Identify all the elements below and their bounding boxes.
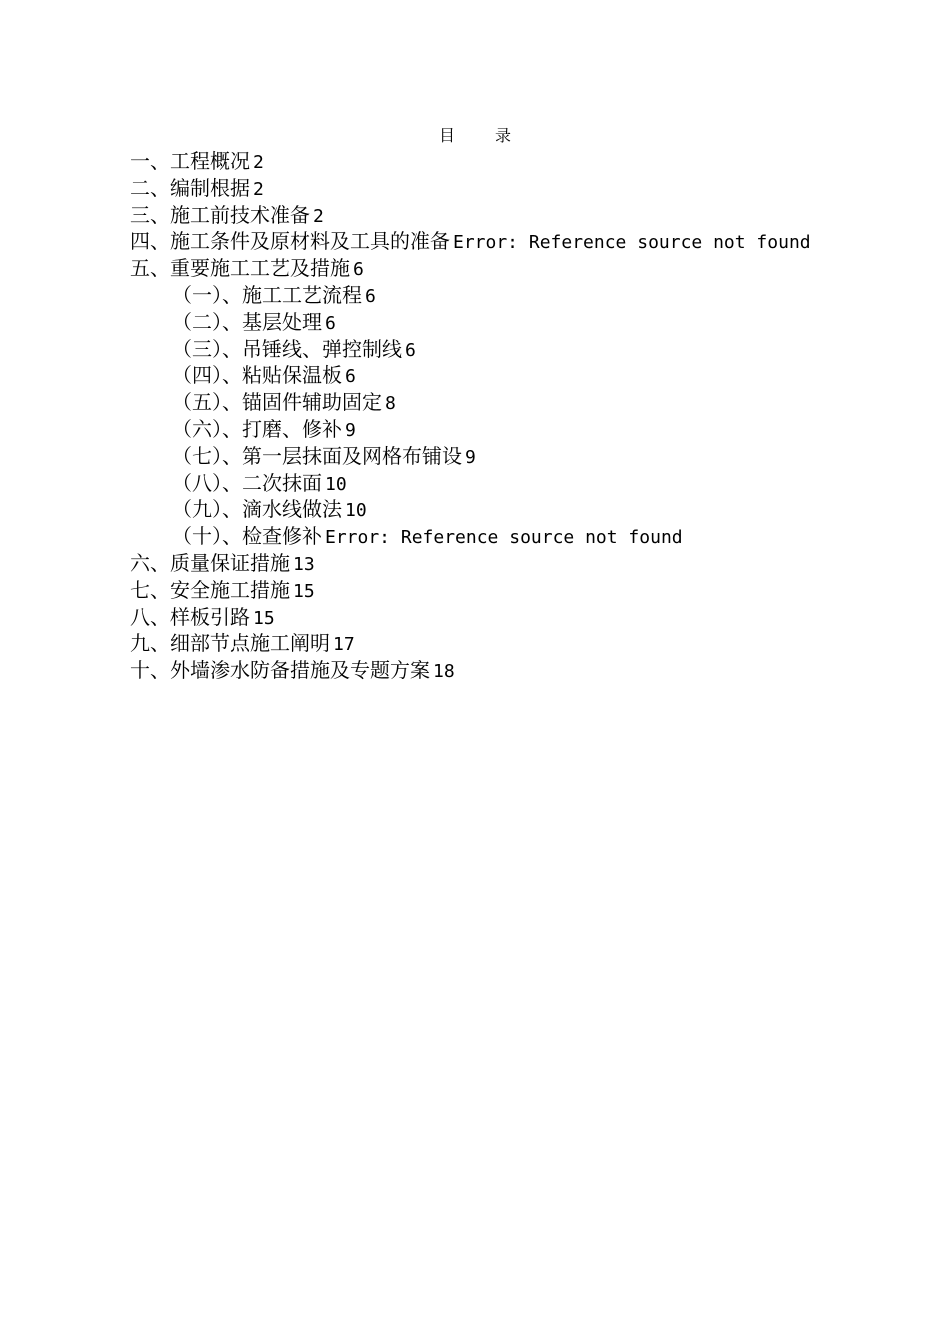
toc-entry-page: 9: [345, 419, 356, 441]
toc-subentry[interactable]: [130, 390, 830, 417]
toc-entry-page: 9: [465, 446, 476, 468]
toc-entry[interactable]: [130, 229, 820, 256]
toc-entry[interactable]: [130, 176, 830, 203]
toc-entry-page: 6: [325, 312, 336, 334]
toc-entry-label: （九）、滴水线做法: [172, 497, 342, 522]
toc-entry-page: Error: Reference source not found: [453, 232, 811, 254]
toc-entry-label: 六、质量保证措施: [130, 550, 290, 575]
toc-entry-label: 十、外墙渗水防备措施及专题方案: [130, 658, 430, 683]
toc-entry-page: 8: [385, 393, 396, 415]
toc-entry-label: （八）、二次抹面: [172, 470, 322, 495]
toc-entry-label: 五、重要施工工艺及措施: [130, 256, 350, 281]
toc-entry-page: 6: [345, 366, 356, 388]
toc-entry-page: 10: [325, 473, 347, 495]
toc-entry-label: 七、安全施工措施: [130, 577, 290, 602]
toc-entry-page: 17: [333, 634, 355, 656]
toc-entry-label: 二、编制根据: [130, 175, 250, 200]
toc-subentry[interactable]: [130, 310, 830, 337]
toc-entry-page: 18: [433, 661, 455, 683]
toc-entry-label: （七）、第一层抹面及网格布铺设: [172, 443, 462, 468]
toc-title-right: 录: [495, 126, 512, 145]
toc-entry-page: 6: [353, 259, 364, 281]
toc-entry-page: 10: [345, 500, 367, 522]
toc-entry-page: 2: [253, 152, 264, 173]
toc-entry[interactable]: [130, 631, 830, 658]
toc-entry-label: （六）、打磨、修补: [172, 416, 342, 441]
toc-entry-page: 15: [293, 580, 315, 602]
toc-entry-label: 九、细部节点施工阐明: [130, 631, 330, 656]
toc-entry-label: （二）、基层处理: [172, 309, 322, 334]
table-of-contents: [130, 149, 830, 685]
toc-entry[interactable]: [130, 256, 830, 283]
toc-entry-label: 一、工程概况: [130, 149, 250, 173]
toc-entry-label: （四）、粘贴保温板: [172, 363, 342, 388]
toc-entry-label: （五）、锚固件辅助固定: [172, 390, 382, 415]
toc-entry[interactable]: [130, 658, 830, 685]
toc-subentry[interactable]: [130, 497, 830, 524]
toc-entry[interactable]: [130, 551, 830, 578]
toc-title-left: 目: [438, 126, 455, 145]
toc-entry-page: Error: Reference source not found: [325, 527, 683, 549]
toc-entry-page: 6: [405, 339, 416, 361]
toc-entry-page: 2: [253, 178, 264, 200]
toc-entry[interactable]: [130, 203, 830, 230]
toc-subentry[interactable]: [130, 471, 830, 498]
toc-entry-label: （三）、吊锤线、弹控制线: [172, 336, 402, 361]
toc-entry-page: 15: [253, 607, 275, 629]
toc-entry-label: 三、施工前技术准备: [130, 202, 310, 227]
toc-subentry[interactable]: [130, 444, 830, 471]
toc-entry-page: 2: [313, 205, 324, 227]
toc-subentry[interactable]: [130, 524, 830, 551]
toc-subentry[interactable]: [130, 283, 830, 310]
toc-subentry[interactable]: [130, 337, 830, 364]
toc-entry-label: 四、施工条件及原材料及工具的准备: [130, 229, 450, 254]
toc-entry[interactable]: [130, 578, 830, 605]
toc-entry[interactable]: [130, 605, 830, 632]
toc-subentry[interactable]: [130, 417, 830, 444]
toc-entry-page: 13: [293, 553, 315, 575]
toc-entry[interactable]: [130, 149, 830, 176]
toc-entry-label: （十）、检查修补: [172, 524, 322, 549]
toc-subentry[interactable]: [130, 363, 830, 390]
toc-entry-label: 八、样板引路: [130, 604, 250, 629]
toc-entry-label: （一）、施工工艺流程: [172, 282, 362, 307]
toc-entry-page: 6: [365, 285, 376, 307]
toc-title: [0, 124, 950, 148]
